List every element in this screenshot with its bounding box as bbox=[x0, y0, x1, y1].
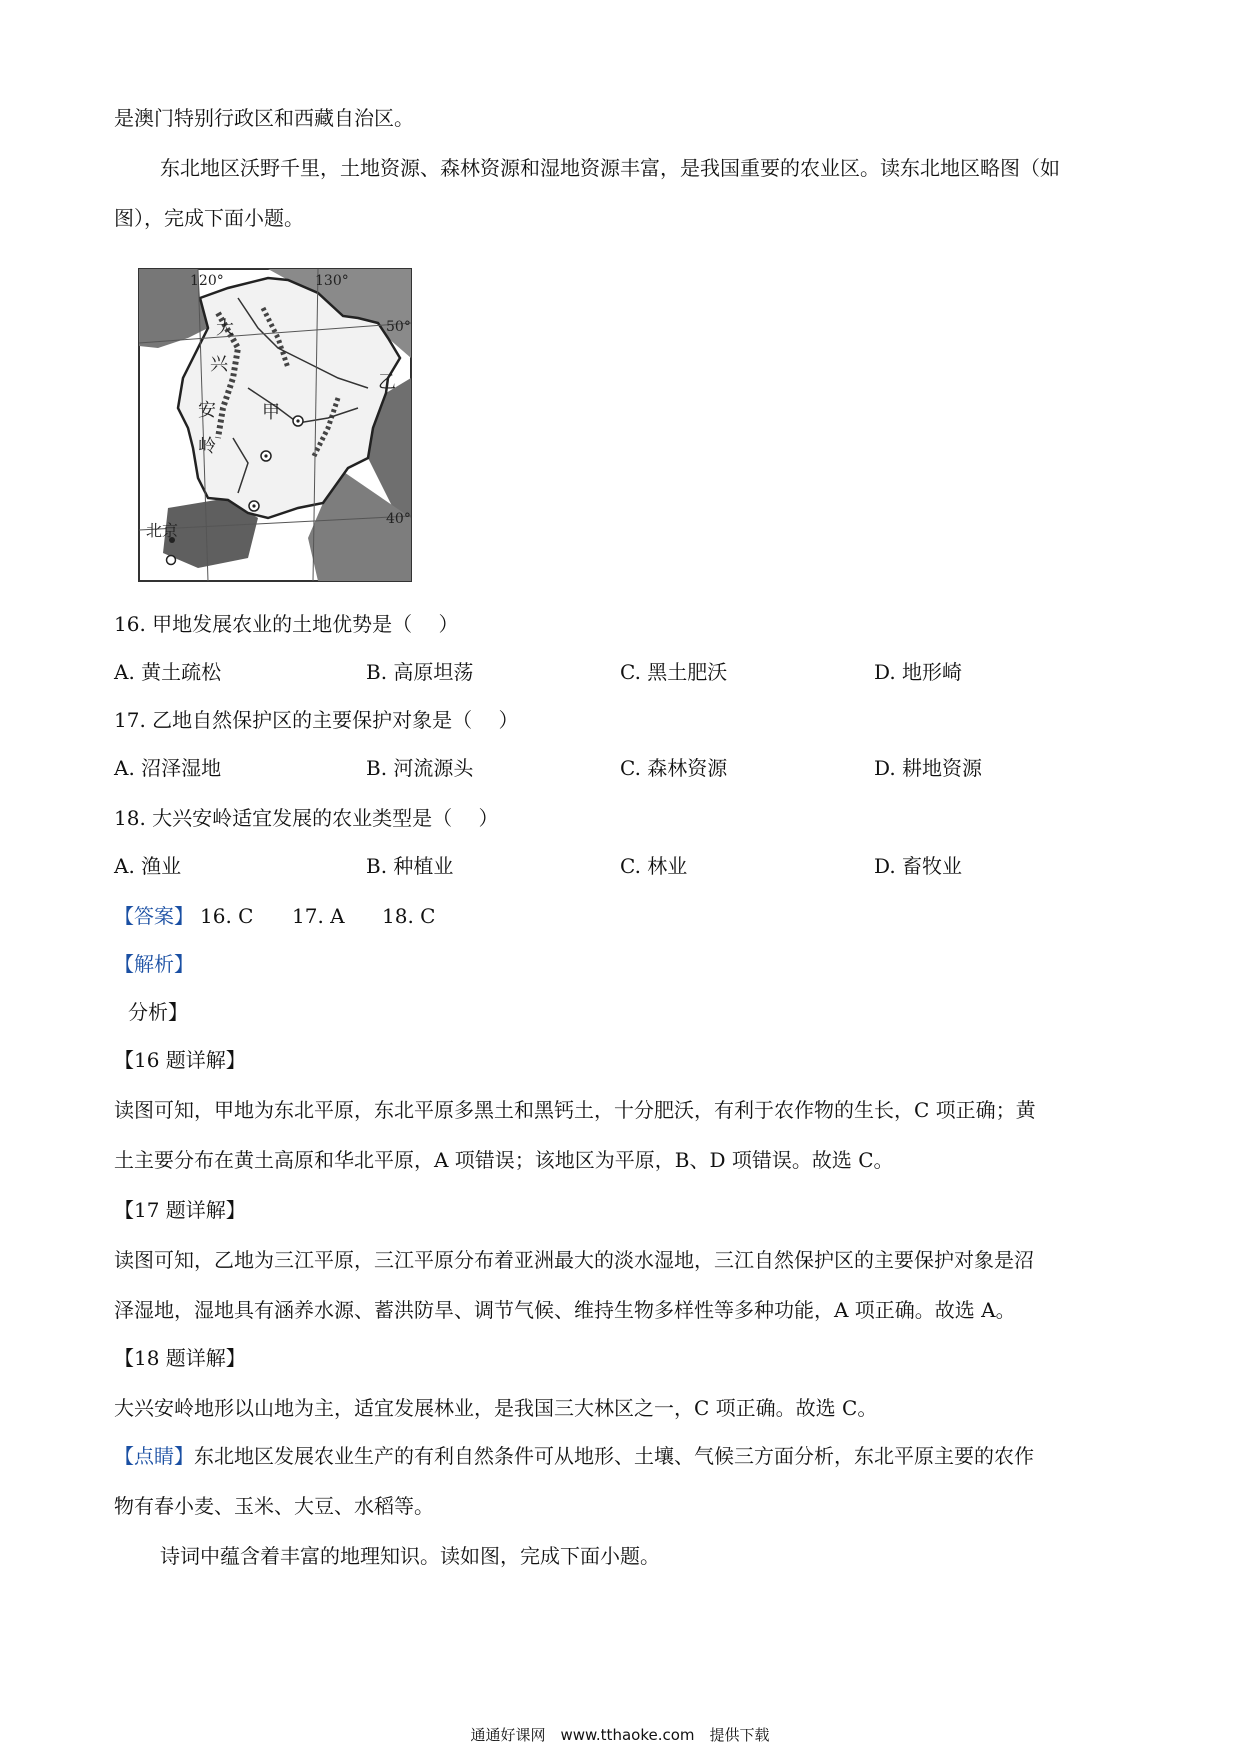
detail-16-title: 【16 题详解】 bbox=[114, 1048, 246, 1072]
label-an: 安 bbox=[198, 400, 216, 421]
question-16-stem: 16. 甲地发展农业的土地优势是（ ） bbox=[114, 612, 459, 636]
label-beijing: 北京 bbox=[146, 521, 179, 540]
question-17-stem: 17. 乙地自然保护区的主要保护对象是（ ） bbox=[114, 708, 519, 732]
detail-18-line-1: 大兴安岭地形以山地为主，适宜发展林业，是我国三大林区之一，C 项正确。故选 C。 bbox=[114, 1396, 878, 1420]
tip-text-1: 东北地区发展农业生产的有利自然条件可从地形、土壤、气候三方面分析，东北平原主要的农作 bbox=[194, 1444, 1034, 1468]
lat-50-label: 50° bbox=[386, 319, 411, 335]
analysis-label: 【解析】 bbox=[114, 952, 194, 976]
northeast-china-map bbox=[138, 268, 412, 582]
intro-line-3: 图），完成下面小题。 bbox=[114, 206, 304, 230]
answer-16: 16. C bbox=[200, 904, 254, 928]
detail-17-line-1: 读图可知，乙地为三江平原，三江平原分布着亚洲最大的淡水湿地，三江自然保护区的主要保护对象是沼 bbox=[114, 1248, 1034, 1272]
answer-18: 18. C bbox=[382, 904, 436, 928]
q17-option-a: A. 沼泽湿地 bbox=[114, 756, 222, 780]
q17-option-d: D. 耕地资源 bbox=[874, 756, 983, 780]
q17-option-c: C. 森林资源 bbox=[620, 756, 728, 780]
label-jia: 甲 bbox=[262, 402, 280, 423]
label-xing: 兴 bbox=[210, 354, 228, 375]
tip-line-2: 物有春小麦、玉米、大豆、水稻等。 bbox=[114, 1494, 434, 1518]
intro-line-2: 东北地区沃野千里，土地资源、森林资源和湿地资源丰富，是我国重要的农业区。读东北地区略图（如 bbox=[160, 156, 1060, 180]
lon-130-label: 130° bbox=[315, 273, 349, 289]
city-tianjin bbox=[167, 556, 176, 565]
answer-17: 17. A bbox=[292, 904, 345, 928]
q18-option-c: C. 林业 bbox=[620, 854, 688, 878]
label-yi: 乙 bbox=[378, 372, 396, 393]
q16-option-b: B. 高原坦荡 bbox=[366, 660, 474, 684]
intro-line-1: 是澳门特别行政区和西藏自治区。 bbox=[114, 106, 414, 130]
answer-label: 【答案】 bbox=[114, 904, 194, 928]
label-da: 大 bbox=[216, 318, 234, 339]
detail-16-line-1: 读图可知，甲地为东北平原，东北平原多黑土和黑钙土，十分肥沃，有利于农作物的生长，C 项正确；黄 bbox=[114, 1098, 1036, 1122]
q16-option-c: C. 黑土肥沃 bbox=[620, 660, 728, 684]
q18-option-a: A. 渔业 bbox=[114, 854, 182, 878]
detail-16-line-2: 土主要分布在黄土高原和华北平原，A 项错误；该地区为平原，B、D 项错误。故选 C。 bbox=[114, 1148, 894, 1172]
detail-17-line-2: 泽湿地，湿地具有涵养水源、蓄洪防旱、调节气候、维持生物多样性等多种功能，A 项正确。故选 A。 bbox=[114, 1298, 1016, 1322]
tip-label: 【点睛】 bbox=[114, 1444, 194, 1468]
q16-option-a: A. 黄土疏松 bbox=[114, 660, 222, 684]
detail-18-title: 【18 题详解】 bbox=[114, 1346, 246, 1370]
lat-40-label: 40° bbox=[386, 511, 411, 527]
tip-line-1 bbox=[114, 1442, 1034, 1470]
q18-option-b: B. 种植业 bbox=[366, 854, 454, 878]
label-ling: 岭 bbox=[198, 436, 216, 457]
q18-option-d: D. 畜牧业 bbox=[874, 854, 963, 878]
analysis-sub: 分析】 bbox=[128, 1000, 188, 1024]
lon-120-label: 120° bbox=[190, 273, 224, 289]
next-intro: 诗词中蕴含着丰富的地理知识。读如图，完成下面小题。 bbox=[160, 1544, 660, 1568]
q17-option-b: B. 河流源头 bbox=[366, 756, 474, 780]
map-svg bbox=[138, 268, 412, 582]
question-18-stem: 18. 大兴安岭适宜发展的农业类型是（ ） bbox=[114, 806, 499, 830]
page-footer: 通通好课网 www.tthaoke.com 提供下载 bbox=[470, 1726, 770, 1744]
detail-17-title: 【17 题详解】 bbox=[114, 1198, 246, 1222]
q16-option-d: D. 地形崎 bbox=[874, 660, 963, 684]
